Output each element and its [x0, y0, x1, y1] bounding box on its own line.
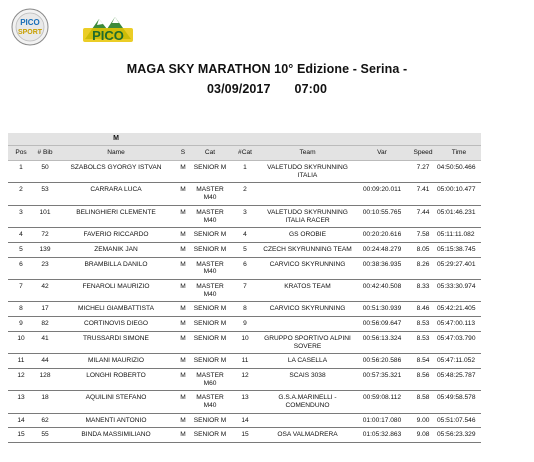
team-cell: GRUPPO SPORTIVO ALPINI SOVERE	[260, 331, 355, 353]
category-pos-cell: 7	[230, 280, 260, 302]
sex-cell: M	[176, 302, 190, 317]
race-time: 07:00	[294, 82, 328, 96]
name-cell: ZEMANIK JAN	[56, 242, 176, 257]
pos-cell: 3	[8, 205, 34, 227]
bib-cell: 23	[34, 257, 56, 279]
category-cell: SENIOR M	[190, 428, 230, 443]
category-cell: SENIOR M	[190, 331, 230, 353]
bib-cell: 62	[34, 413, 56, 428]
speed-cell: 7.27	[409, 161, 437, 183]
category-cell: MASTER M40	[190, 280, 230, 302]
table-row	[8, 354, 481, 369]
category-pos-cell: 9	[230, 317, 260, 332]
table-row	[8, 331, 481, 353]
time-cell: 05:00:10.477	[437, 183, 481, 205]
table-row	[8, 161, 481, 183]
sex-cell: M	[176, 317, 190, 332]
gap-cell: 00:56:13.324	[355, 331, 409, 353]
gap-cell: 01:00:17.080	[355, 413, 409, 428]
team-cell: G.S.A.MARINELLI - COMENDUNO	[260, 391, 355, 413]
speed-cell: 9.08	[409, 428, 437, 443]
bib-cell: 44	[34, 354, 56, 369]
time-cell: 05:56:23.329	[437, 428, 481, 443]
column-header-cat: Cat	[190, 146, 230, 161]
gap-cell: 00:56:09.647	[355, 317, 409, 332]
svg-text:SPORT: SPORT	[17, 29, 43, 36]
bib-cell: 128	[34, 368, 56, 390]
gap-cell: 00:59:08.112	[355, 391, 409, 413]
pos-cell: 2	[8, 183, 34, 205]
time-cell: 05:47:11.052	[437, 354, 481, 369]
category-pos-cell: 10	[230, 331, 260, 353]
team-cell: SCAIS 3038	[260, 368, 355, 390]
time-cell: 05:47:00.113	[437, 317, 481, 332]
sex-cell: M	[176, 183, 190, 205]
name-cell: MICHELI GIAMBATTISTA	[56, 302, 176, 317]
column-header-bib: # Bib	[34, 146, 56, 161]
sex-cell: M	[176, 242, 190, 257]
time-cell: 05:29:27.401	[437, 257, 481, 279]
name-cell: LONGHI ROBERTO	[56, 368, 176, 390]
sex-cell: M	[176, 228, 190, 243]
gap-cell: 00:38:36.935	[355, 257, 409, 279]
team-cell	[260, 183, 355, 205]
team-cell: LA CASELLA	[260, 354, 355, 369]
sex-cell: M	[176, 257, 190, 279]
table-row	[8, 242, 481, 257]
time-cell: 05:49:58.578	[437, 391, 481, 413]
table-row	[8, 428, 481, 443]
gap-cell: 00:20:20.616	[355, 228, 409, 243]
speed-cell: 7.41	[409, 183, 437, 205]
time-cell: 05:15:38.745	[437, 242, 481, 257]
column-header-name: Name	[56, 146, 176, 161]
team-cell: OSA VALMADRERA	[260, 428, 355, 443]
team-cell: KRATOS TEAM	[260, 280, 355, 302]
gap-cell: 00:09:20.011	[355, 183, 409, 205]
team-cell: CARVICO SKYRUNNING	[260, 302, 355, 317]
category-pos-cell: 4	[230, 228, 260, 243]
svg-text:PICO: PICO	[92, 28, 124, 43]
team-cell: CARVICO SKYRUNNING	[260, 257, 355, 279]
category-pos-cell: 14	[230, 413, 260, 428]
gap-cell: 00:56:20.586	[355, 354, 409, 369]
column-header-time: Time	[437, 146, 481, 161]
team-cell: CZECH SKYRUNNING TEAM	[260, 242, 355, 257]
sex-cell: M	[176, 428, 190, 443]
speed-cell: 8.58	[409, 391, 437, 413]
category-pos-cell: 2	[230, 183, 260, 205]
team-cell	[260, 413, 355, 428]
speed-cell: 8.46	[409, 302, 437, 317]
sex-cell: M	[176, 391, 190, 413]
name-cell: SZABOLCS GYORGY ISTVAN	[56, 161, 176, 183]
category-cell: MASTER M40	[190, 257, 230, 279]
pos-cell: 5	[8, 242, 34, 257]
category-cell: SENIOR M	[190, 228, 230, 243]
bib-cell: 17	[34, 302, 56, 317]
category-cell: SENIOR M	[190, 354, 230, 369]
pos-cell: 1	[8, 161, 34, 183]
race-date: 03/09/2017	[206, 82, 271, 96]
column-header-cat-pos: #Cat	[230, 146, 260, 161]
sex-cell: M	[176, 161, 190, 183]
column-header-team: Team	[260, 146, 355, 161]
time-cell: 05:51:07.546	[437, 413, 481, 428]
bib-cell: 72	[34, 228, 56, 243]
pos-cell: 15	[8, 428, 34, 443]
category-cell: MASTER M40	[190, 205, 230, 227]
speed-cell: 8.56	[409, 368, 437, 390]
category-cell: SENIOR M	[190, 317, 230, 332]
pico-sport-logo	[10, 8, 50, 46]
gap-cell: 00:42:40.508	[355, 280, 409, 302]
speed-cell: 8.53	[409, 331, 437, 353]
group-header-row	[8, 133, 481, 146]
table-row	[8, 228, 481, 243]
name-cell: FAVERIO RICCARDO	[56, 228, 176, 243]
name-cell: CORTINOVIS DIEGO	[56, 317, 176, 332]
name-cell: AQUILINI STEFANO	[56, 391, 176, 413]
name-cell: TRUSSARDI SIMONE	[56, 331, 176, 353]
table-row	[8, 183, 481, 205]
category-pos-cell: 11	[230, 354, 260, 369]
sex-cell: M	[176, 413, 190, 428]
time-cell: 05:33:30.974	[437, 280, 481, 302]
category-cell: SENIOR M	[190, 302, 230, 317]
bib-cell: 18	[34, 391, 56, 413]
group-label: M	[56, 133, 176, 146]
race-datetime	[0, 82, 534, 96]
bib-cell: 101	[34, 205, 56, 227]
speed-cell: 8.26	[409, 257, 437, 279]
category-pos-cell: 5	[230, 242, 260, 257]
pos-cell: 14	[8, 413, 34, 428]
speed-cell: 7.58	[409, 228, 437, 243]
name-cell: BINDA MASSIMILIANO	[56, 428, 176, 443]
bib-cell: 139	[34, 242, 56, 257]
bib-cell: 41	[34, 331, 56, 353]
gap-cell: 00:57:35.321	[355, 368, 409, 390]
results-table	[8, 133, 481, 443]
name-cell: CARRARA LUCA	[56, 183, 176, 205]
category-cell: SENIOR M	[190, 413, 230, 428]
category-pos-cell: 8	[230, 302, 260, 317]
gap-cell: 00:10:55.765	[355, 205, 409, 227]
sex-cell: M	[176, 331, 190, 353]
team-cell: GS OROBIE	[260, 228, 355, 243]
speed-cell: 8.54	[409, 354, 437, 369]
pos-cell: 10	[8, 331, 34, 353]
pos-cell: 8	[8, 302, 34, 317]
column-header-var: Var	[355, 146, 409, 161]
table-row	[8, 413, 481, 428]
gap-cell: 00:51:30.939	[355, 302, 409, 317]
gap-cell: 01:05:32.863	[355, 428, 409, 443]
category-pos-cell: 6	[230, 257, 260, 279]
category-pos-cell: 13	[230, 391, 260, 413]
category-cell: MASTER M40	[190, 391, 230, 413]
bib-cell: 50	[34, 161, 56, 183]
pos-cell: 12	[8, 368, 34, 390]
speed-cell: 8.05	[409, 242, 437, 257]
column-header-speed: Speed	[409, 146, 437, 161]
name-cell: FENAROLI MAURIZIO	[56, 280, 176, 302]
table-row	[8, 317, 481, 332]
pos-cell: 4	[8, 228, 34, 243]
category-pos-cell: 3	[230, 205, 260, 227]
sex-cell: M	[176, 280, 190, 302]
time-cell: 05:48:25.787	[437, 368, 481, 390]
category-pos-cell: 1	[230, 161, 260, 183]
pos-cell: 6	[8, 257, 34, 279]
speed-cell: 8.33	[409, 280, 437, 302]
category-pos-cell: 12	[230, 368, 260, 390]
speed-cell: 7.44	[409, 205, 437, 227]
gap-cell	[355, 161, 409, 183]
category-cell: SENIOR M	[190, 161, 230, 183]
table-row	[8, 280, 481, 302]
bib-cell: 55	[34, 428, 56, 443]
time-cell: 05:47:03.790	[437, 331, 481, 353]
name-cell: MANENTI ANTONIO	[56, 413, 176, 428]
sex-cell: M	[176, 368, 190, 390]
sex-cell: M	[176, 354, 190, 369]
column-header-row	[8, 146, 481, 161]
sex-cell: M	[176, 205, 190, 227]
page-title: MAGA SKY MARATHON 10° Edizione - Serina -	[126, 62, 408, 76]
time-cell: 05:42:21.405	[437, 302, 481, 317]
table-row	[8, 302, 481, 317]
category-cell: MASTER M40	[190, 183, 230, 205]
name-cell: MILANI MAURIZIO	[56, 354, 176, 369]
speed-cell: 8.53	[409, 317, 437, 332]
name-cell: BELINGHIERI CLEMENTE	[56, 205, 176, 227]
gap-cell: 00:24:48.279	[355, 242, 409, 257]
pos-cell: 9	[8, 317, 34, 332]
time-cell: 05:11:11.082	[437, 228, 481, 243]
table-row	[8, 205, 481, 227]
table-row	[8, 368, 481, 390]
pos-cell: 7	[8, 280, 34, 302]
table-row	[8, 391, 481, 413]
column-header-pos: Pos	[8, 146, 34, 161]
speed-cell: 9.00	[409, 413, 437, 428]
pico-logo	[79, 11, 137, 44]
pos-cell: 13	[8, 391, 34, 413]
bib-cell: 53	[34, 183, 56, 205]
category-pos-cell: 15	[230, 428, 260, 443]
bib-cell: 42	[34, 280, 56, 302]
time-cell: 04:50:50.466	[437, 161, 481, 183]
table-row	[8, 257, 481, 279]
team-cell: VALETUDO SKYRUNNING ITALIA RACER	[260, 205, 355, 227]
pos-cell: 11	[8, 354, 34, 369]
bib-cell: 82	[34, 317, 56, 332]
team-cell: VALETUDO SKYRUNNING ITALIA	[260, 161, 355, 183]
time-cell: 05:01:46.231	[437, 205, 481, 227]
category-cell: SENIOR M	[190, 242, 230, 257]
svg-text:PICO: PICO	[20, 18, 40, 27]
name-cell: BRAMBILLA DANILO	[56, 257, 176, 279]
category-cell: MASTER M60	[190, 368, 230, 390]
column-header-sex: S	[176, 146, 190, 161]
team-cell	[260, 317, 355, 332]
